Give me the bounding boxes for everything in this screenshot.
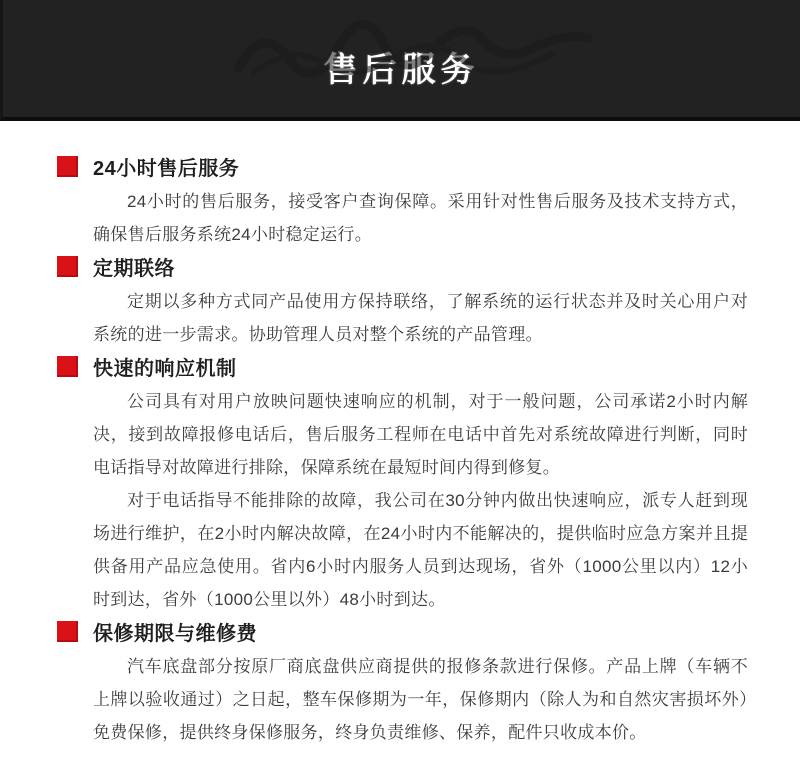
section-paragraph: 对于电话指导不能排除的故障，我公司在30分钟内做出快速响应，派专人赶到现场进行维护，在2小时内解决故障，在24小时内不能解决的，提供临时应急方案并且提供备用产品应急使用。省内6小时内服务人员到达现场，省外（1000公里以内）12小时到达，省外（1000公里以外）48小时到达。	[93, 491, 748, 609]
section-rapid-response	[57, 354, 748, 616]
red-square-bullet	[57, 621, 78, 642]
section-paragraph: 定期以多种方式同产品使用方保持联络，了解系统的运行状态并及时关心用户对系统的进一步需求。协助管理人员对整个系统的产品管理。	[93, 292, 748, 344]
section-warranty	[57, 619, 748, 749]
header-banner	[0, 0, 800, 121]
section-header-row	[57, 154, 748, 178]
section-paragraph: 汽车底盘部分按原厂商底盘供应商提供的报修条款进行保修。产品上牌（车辆不上牌以验收通过）之日起，整车保修期为一年，保修期内（除人为和自然灾害损坏外）免费保修，提供终身保修服务，终身负责维修、保养，配件只收成本价。	[93, 657, 748, 742]
section-header-row	[57, 254, 748, 278]
section-heading: 保修期限与维修费	[93, 622, 257, 645]
section-header-row	[57, 619, 748, 643]
section-header-row	[57, 354, 748, 378]
section-heading: 快速的响应机制	[93, 357, 237, 380]
section-paragraph: 公司具有对用户放映问题快速响应的机制，对于一般问题，公司承诺2小时内解决，接到故障报修电话后，售后服务工程师在电话中首先对系统故障进行判断，同时电话指导对故障进行排除，保障系统在最短时间内得到修复。	[93, 392, 748, 477]
content	[0, 121, 800, 765]
red-square-bullet	[57, 256, 78, 277]
section-regular-contact	[57, 254, 748, 351]
red-square-bullet	[57, 356, 78, 377]
section-heading: 24小时售后服务	[93, 157, 240, 180]
page-title: 售后服务	[323, 51, 480, 89]
section-paragraph: 24小时的售后服务，接受客户查询保障。采用针对性售后服务及技术支持方式，确保售后服务系统24小时稳定运行。	[93, 192, 748, 244]
section-heading: 定期联络	[93, 257, 175, 280]
section-24h-service	[57, 154, 748, 251]
red-square-bullet	[57, 156, 78, 177]
